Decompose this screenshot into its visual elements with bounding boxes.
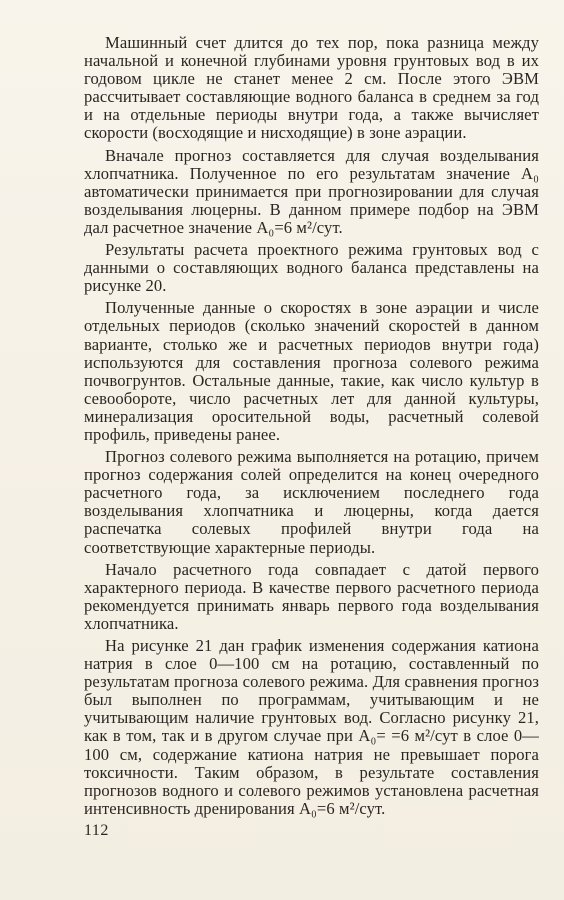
paragraph-salt-regime-forecast: Прогноз солевого режима выполняется на ротацию, причем прогноз содержания солей определится на конец очередного расчетного года, за исключением последнего года возделывания хлопчатника и люцерны, когда дается распечатка солевых профилей внутри года на соответствующие характерные периоды.	[84, 447, 539, 557]
body-text	[84, 34, 539, 822]
paragraph-results-figure-20: Результаты расчета проектного режима грунтовых вод с данными о составляющих водного баланса представлены на рисунке 20.	[84, 240, 539, 296]
paragraph-aeration-velocities: Полученные данные о скоростях в зоне аэрации и числе отдельных периодов (сколько значений скоростей в данном варианте, столько же и расчетных периодов внутри года) используются для составления прогноза солевого режима почвогрунтов. Остальные данные, такие, как число культур в севообороте, число расчетных лет для данной культуры, минерализация оросительной воды, расчетный солевой профиль, приведены ранее.	[84, 298, 539, 444]
paragraph-calculation-year-start: Начало расчетного года совпадает с датой первого характерного периода. В качестве первого расчетного периода рекомендуется принимать январь первого года возделывания хлопчатника.	[84, 559, 539, 633]
paragraph-cotton-forecast: Вначале прогноз составляется для случая возделывания хлопчатника. Полученное по его результатам значение A₀ автоматически принимается при прогнозировании для случая возделывания люцерны. В данном примере подбор на ЭВМ дал расчетное значение A₀=6 м²/сут.	[84, 145, 539, 237]
paragraph-machine-count: Машинный счет длится до тех пор, пока разница между начальной и конечной глубинами уровня грунтовых вод в их годовом цикле не станет менее 2 см. После этого ЭВМ рассчитывает составляющие водного баланса в среднем за год и на отдельные периоды внутри года, а также вычисляет скорости (восходящие и нисходящие) в зоне аэрации.	[84, 33, 539, 143]
page-number: 112	[84, 822, 109, 839]
paragraph-figure-21-sodium: На рисунке 21 дан график изменения содержания катиона натрия в слое 0—100 см на ротацию, составленный по результатам прогноза солевого режима. Для сравнения прогноз был выполнен по программам, учитывающим и не учитывающим наличие грунтовых вод. Согласно рисунку 21, как в том, так и в другом случае при A₀= =6 м²/сут в слое 0—100 см, содержание катиона натрия не превышает порога токсичности. Таким образом, в результате составления прогнозов водного и солевого режимов установлена расчетная интенсивность дренирования A₀=6 м²/сут.	[84, 636, 539, 818]
